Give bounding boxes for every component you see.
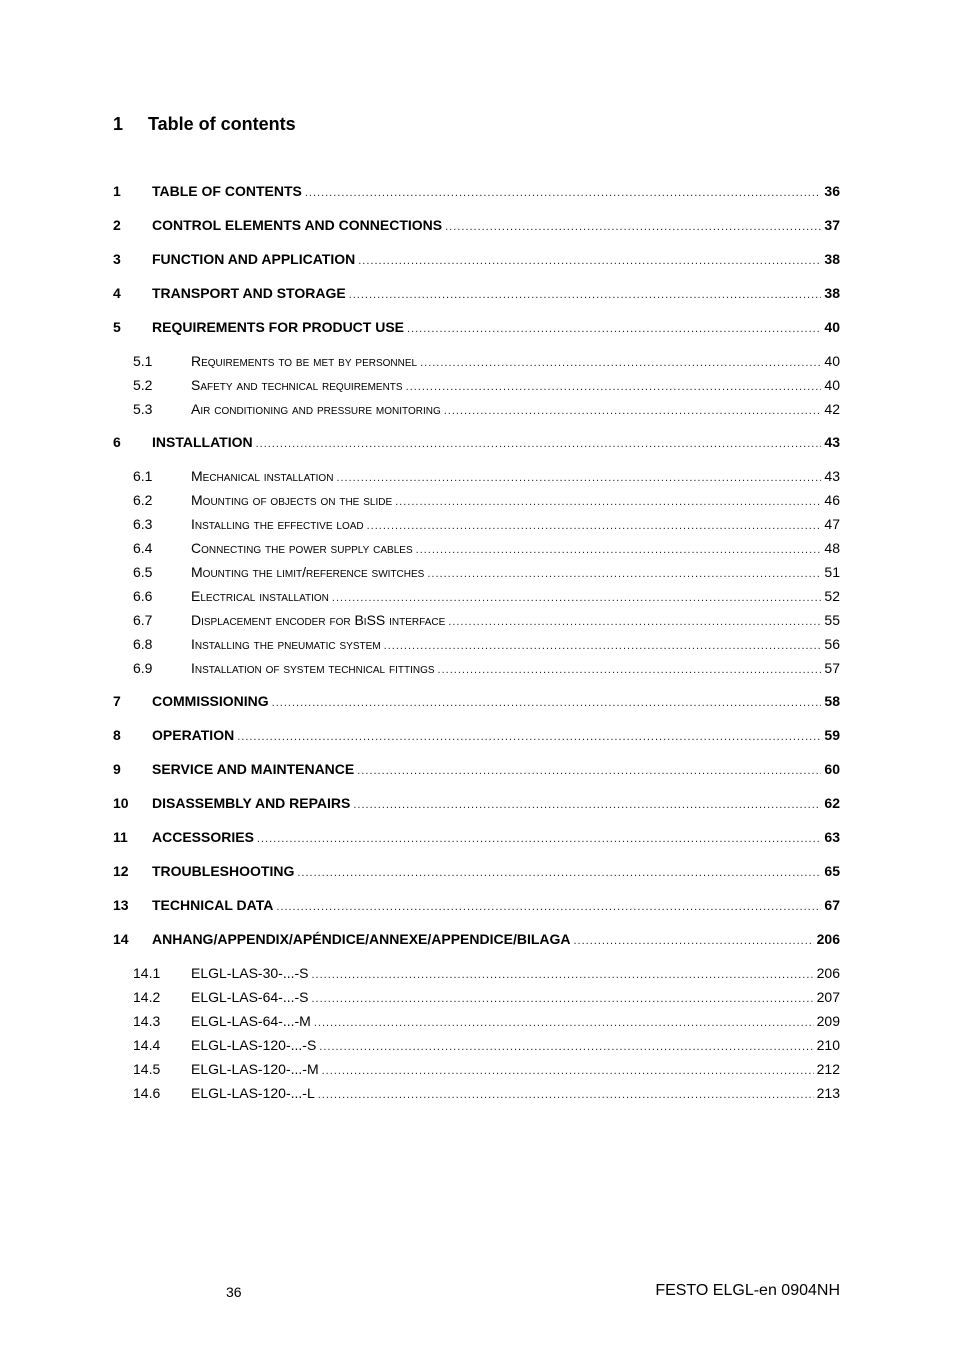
toc-entry-page: 47	[824, 516, 840, 532]
dot-leader	[319, 1035, 813, 1059]
toc-entry-number: 6.7	[133, 612, 153, 628]
toc-entry-number: 6.6	[133, 588, 153, 604]
toc-entry-title: SERVICE AND MAINTENANCE	[152, 761, 355, 777]
toc-entry[interactable]	[113, 791, 840, 815]
toc-entry-page: 62	[824, 795, 840, 811]
toc-entry-page: 212	[816, 1061, 840, 1077]
toc-entry[interactable]	[113, 893, 840, 917]
toc-entry-title: ELGL-LAS-30-...-S	[191, 965, 309, 981]
toc-entry-title: Air conditioning and pressure monitoring	[191, 401, 441, 417]
toc-entry[interactable]	[113, 927, 840, 951]
toc-subentry[interactable]	[113, 560, 840, 584]
dot-leader	[416, 538, 822, 562]
toc-entry[interactable]	[113, 859, 840, 883]
dot-leader	[272, 691, 822, 715]
toc-entry[interactable]	[113, 825, 840, 849]
toc-entry-page: 40	[824, 319, 840, 335]
dot-leader	[406, 375, 822, 399]
toc-entry-title: Mechanical installation	[191, 468, 334, 484]
toc-entry-number: 1	[113, 183, 121, 199]
toc-subentry[interactable]	[113, 373, 840, 397]
toc-entry-title: ELGL-LAS-120-...-L	[191, 1085, 315, 1101]
dot-leader	[367, 514, 822, 538]
dot-leader	[427, 562, 821, 586]
dot-leader	[312, 987, 814, 1011]
toc-entry[interactable]	[113, 213, 840, 237]
dot-leader	[332, 586, 822, 610]
toc-entry-number: 14.1	[133, 965, 161, 981]
toc-entry-page: 56	[824, 636, 840, 652]
dot-leader	[358, 249, 821, 273]
dot-leader	[322, 1059, 814, 1083]
toc-entry-number: 8	[113, 727, 121, 743]
toc-entry[interactable]	[113, 247, 840, 271]
toc-entry-page: 40	[824, 353, 840, 369]
toc-entry-title: ELGL-LAS-120-...-S	[191, 1037, 317, 1053]
toc-entry-number: 12	[113, 863, 129, 879]
toc-entry-page: 213	[816, 1085, 840, 1101]
toc-entry-number: 6.5	[133, 564, 153, 580]
toc-entry-page: 67	[824, 897, 840, 913]
toc-subentry[interactable]	[113, 584, 840, 608]
toc-entry-title: Installation of system technical fittings	[191, 660, 435, 676]
toc-entry-page: 38	[824, 251, 840, 267]
toc-entry-number: 3	[113, 251, 121, 267]
toc-entry-page: 206	[816, 965, 840, 981]
toc-entry-page: 40	[824, 377, 840, 393]
toc-entry-number: 14	[113, 931, 129, 947]
toc-entry-page: 65	[824, 863, 840, 879]
toc-entry-page: 60	[824, 761, 840, 777]
toc-entry[interactable]	[113, 281, 840, 305]
toc-entry-number: 7	[113, 693, 121, 709]
toc-entry[interactable]	[113, 315, 840, 339]
toc-entry-title: Displacement encoder for BiSS interface	[191, 612, 446, 628]
toc-entry-title: INSTALLATION	[152, 434, 253, 450]
dot-leader	[357, 759, 821, 783]
dot-leader	[312, 963, 814, 987]
toc-entry-number: 14.5	[133, 1061, 161, 1077]
toc-entry-number: 2	[113, 217, 121, 233]
dot-leader	[353, 793, 821, 817]
toc-entry-number: 5	[113, 319, 121, 335]
toc-subentry[interactable]	[113, 1009, 840, 1033]
toc-entry-number: 6.1	[133, 468, 153, 484]
dot-leader	[384, 634, 822, 658]
toc-entry-page: 58	[824, 693, 840, 709]
toc-entry-page: 46	[824, 492, 840, 508]
dot-leader	[305, 181, 822, 205]
toc-entry-title: ELGL-LAS-120-...-M	[191, 1061, 319, 1077]
toc-entry-number: 6.4	[133, 540, 153, 556]
toc-entry-page: 207	[816, 989, 840, 1005]
toc-entry[interactable]	[113, 689, 840, 713]
toc-entry-title: Mounting of objects on the slide	[191, 492, 393, 508]
toc-entry-title: DISASSEMBLY AND REPAIRS	[152, 795, 351, 811]
toc-subentry[interactable]	[113, 464, 840, 488]
toc-entry-number: 5.1	[133, 353, 153, 369]
toc-subentry[interactable]	[113, 656, 840, 680]
toc-entry-title: Installing the pneumatic system	[191, 636, 381, 652]
toc-entry-title: TABLE OF CONTENTS	[152, 183, 302, 199]
dot-leader	[395, 490, 821, 514]
toc-entry-number: 6	[113, 434, 121, 450]
dot-leader	[420, 351, 821, 375]
toc-entry-title: TRANSPORT AND STORAGE	[152, 285, 346, 301]
heading-number: 1	[113, 114, 124, 134]
toc-entry-number: 14.3	[133, 1013, 161, 1029]
toc-subentry[interactable]	[113, 608, 840, 632]
footer-page-number: 36	[226, 1284, 242, 1300]
toc-entry-page: 210	[816, 1037, 840, 1053]
page-title	[113, 114, 296, 135]
toc-entry-number: 11	[113, 829, 128, 845]
toc-entry-number: 14.4	[133, 1037, 161, 1053]
toc-entry-title: ELGL-LAS-64-...-M	[191, 1013, 311, 1029]
toc-entry[interactable]	[113, 430, 840, 454]
toc-entry-title: FUNCTION AND APPLICATION	[152, 251, 356, 267]
toc-subentry[interactable]	[113, 1057, 840, 1081]
toc-entry-page: 43	[824, 434, 840, 450]
toc-entry-page: 38	[824, 285, 840, 301]
toc-entry-title: ACCESSORIES	[152, 829, 254, 845]
toc-entry-page: 37	[824, 217, 840, 233]
toc-entry-number: 5.3	[133, 401, 153, 417]
toc-entry-title: Installing the effective load	[191, 516, 364, 532]
toc-entry-page: 52	[824, 588, 840, 604]
dot-leader	[336, 466, 821, 490]
dot-leader	[574, 929, 814, 953]
toc-entry-number: 6.3	[133, 516, 153, 532]
toc-entry-title: COMMISSIONING	[152, 693, 269, 709]
dot-leader	[349, 283, 822, 307]
dot-leader	[276, 895, 821, 919]
toc-entry-title: Requirements to be met by personnel	[191, 353, 418, 369]
toc-entry-page: 57	[824, 660, 840, 676]
toc-entry-title: Safety and technical requirements	[191, 377, 403, 393]
toc-entry-title: Electrical installation	[191, 588, 329, 604]
toc-entry[interactable]	[113, 179, 840, 203]
dot-leader	[237, 725, 821, 749]
heading-title: Table of contents	[148, 114, 296, 134]
dot-leader	[444, 399, 822, 423]
toc-entry-page: 206	[816, 931, 840, 947]
toc-entry-page: 42	[824, 401, 840, 417]
toc-entry-number: 14.2	[133, 989, 161, 1005]
dot-leader	[407, 317, 821, 341]
footer-document-id: FESTO ELGL-en 0904NH	[655, 1282, 840, 1299]
toc-entry-page: 36	[824, 183, 840, 199]
dot-leader	[438, 658, 822, 682]
toc-entry-number: 6.8	[133, 636, 153, 652]
toc-entry-page: 51	[824, 564, 840, 580]
dot-leader	[257, 827, 822, 851]
toc-entry-title: Connecting the power supply cables	[191, 540, 413, 556]
toc-entry-page: 48	[824, 540, 840, 556]
dot-leader	[297, 861, 821, 885]
toc-entry-title: CONTROL ELEMENTS AND CONNECTIONS	[152, 217, 443, 233]
toc-entry-title: TECHNICAL DATA	[152, 897, 274, 913]
toc-entry-title: TROUBLESHOOTING	[152, 863, 295, 879]
toc-entry-page: 209	[816, 1013, 840, 1029]
toc-entry-page: 63	[824, 829, 840, 845]
dot-leader	[445, 215, 821, 239]
dot-leader	[256, 432, 822, 456]
dot-leader	[318, 1083, 814, 1107]
toc-subentry[interactable]	[113, 632, 840, 656]
toc-entry-number: 13	[113, 897, 129, 913]
toc-subentry[interactable]	[113, 512, 840, 536]
toc-entry-title: OPERATION	[152, 727, 235, 743]
toc-entry-number: 6.2	[133, 492, 153, 508]
toc-entry-title: Mounting the limit/reference switches	[191, 564, 425, 580]
toc-entry-number: 14.6	[133, 1085, 161, 1101]
toc-entry-title: ANHANG/APPENDIX/APÉNDICE/ANNEXE/APPENDICE/BILAGA	[152, 931, 571, 947]
toc-entry-number: 10	[113, 795, 129, 811]
dot-leader	[448, 610, 821, 634]
toc-subentry[interactable]	[113, 536, 840, 560]
toc-subentry[interactable]	[113, 1081, 840, 1105]
toc-subentry[interactable]	[113, 961, 840, 985]
toc-entry-number: 4	[113, 285, 121, 301]
toc-subentry[interactable]	[113, 1033, 840, 1057]
toc-entry-title: REQUIREMENTS FOR PRODUCT USE	[152, 319, 405, 335]
toc-entry-page: 59	[824, 727, 840, 743]
toc-entry-number: 6.9	[133, 660, 153, 676]
dot-leader	[314, 1011, 814, 1035]
toc-entry-page: 55	[824, 612, 840, 628]
toc-entry-number: 9	[113, 761, 121, 777]
toc-entry-title: ELGL-LAS-64-...-S	[191, 989, 309, 1005]
toc-subentry[interactable]	[113, 985, 840, 1009]
toc-entry[interactable]	[113, 757, 840, 781]
toc-entry-number: 5.2	[133, 377, 153, 393]
toc-entry-page: 43	[824, 468, 840, 484]
toc-subentry[interactable]	[113, 397, 840, 421]
toc-subentry[interactable]	[113, 349, 840, 373]
toc-subentry[interactable]	[113, 488, 840, 512]
table-of-contents	[113, 179, 840, 1105]
toc-entry[interactable]	[113, 723, 840, 747]
